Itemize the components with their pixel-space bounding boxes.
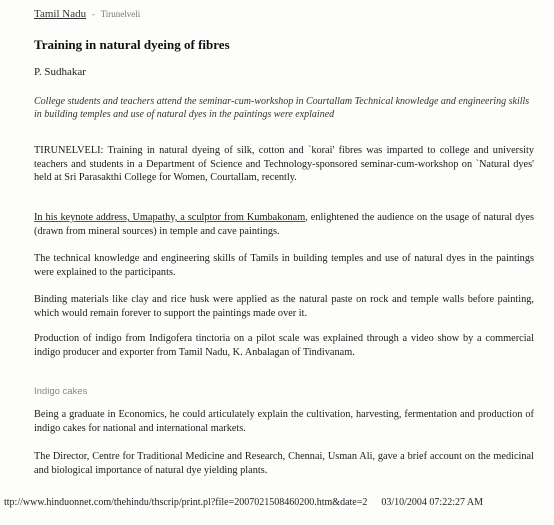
article-byline: P. Sudhakar [34, 66, 86, 78]
article-paragraph: TIRUNELVELI: Training in natural dyeing of silk, cotton and `korai' fibres was imparted to college and university teachers and students in a Department of Science and Technology-sponsored seminar-cum-workshop on `Natural dyes' held at Sri Parasakthi College for Women, Courtallam, recently. [34, 145, 534, 183]
section-subhead: Indigo cakes [34, 386, 88, 397]
article-keynote-paragraph [34, 211, 534, 238]
print-footer [4, 497, 483, 508]
keynote-underlined-text: In his keynote address, Umapathy, a sculptor from Kumbakonam [34, 212, 306, 223]
article-paragraph: Binding materials like clay and rice husk were applied as the natural paste on rock and temple walls before painting, which would remain forever to support the paintings made over it. [34, 294, 534, 319]
article-intro: College students and teachers attend the seminar-cum-workshop in Courtallam Technical knowledge and engineering skills in building temples and use of natural dyes in the paintings were explained [34, 96, 530, 120]
footer-url: ttp://www.hinduonnet.com/thehindu/thscrip/print.pl?file=2007021508460200.htm&date=2 [4, 497, 368, 508]
breadcrumb-separator: - [91, 9, 95, 19]
article-paragraph: The technical knowledge and engineering skills of Tamils in building temples and use of natural dyes in the paintings were explained to the participants. [34, 253, 534, 278]
keynote-rest-text: , enlightened the audience on the usage of natural dyes (drawn from mineral sources) in temple and cave paintings. [34, 212, 534, 237]
article-headline: Training in natural dyeing of fibres [34, 37, 230, 52]
article-paragraph: The Director, Centre for Traditional Medicine and Research, Chennai, Usman Ali, gave a brief account on the medicinal and biological importance of natural dye yielding plants. [34, 451, 534, 476]
article-paragraph: Production of indigo from Indigofera tinctoria on a pilot scale was explained through a video show by a commercial indigo producer and exporter from Tamil Nadu, K. Anbalagan of Tindivanam. [34, 333, 534, 358]
article-paragraph: Being a graduate in Economics, he could articulately explain the cultivation, harvesting, fermentation and production of indigo cakes for national and international markets. [34, 409, 534, 434]
breadcrumb-section-link[interactable]: Tamil Nadu [34, 8, 87, 20]
breadcrumb [34, 8, 140, 20]
footer-timestamp: 03/10/2004 07:22:27 AM [381, 497, 484, 508]
breadcrumb-current: Tirunelveli [100, 9, 141, 19]
